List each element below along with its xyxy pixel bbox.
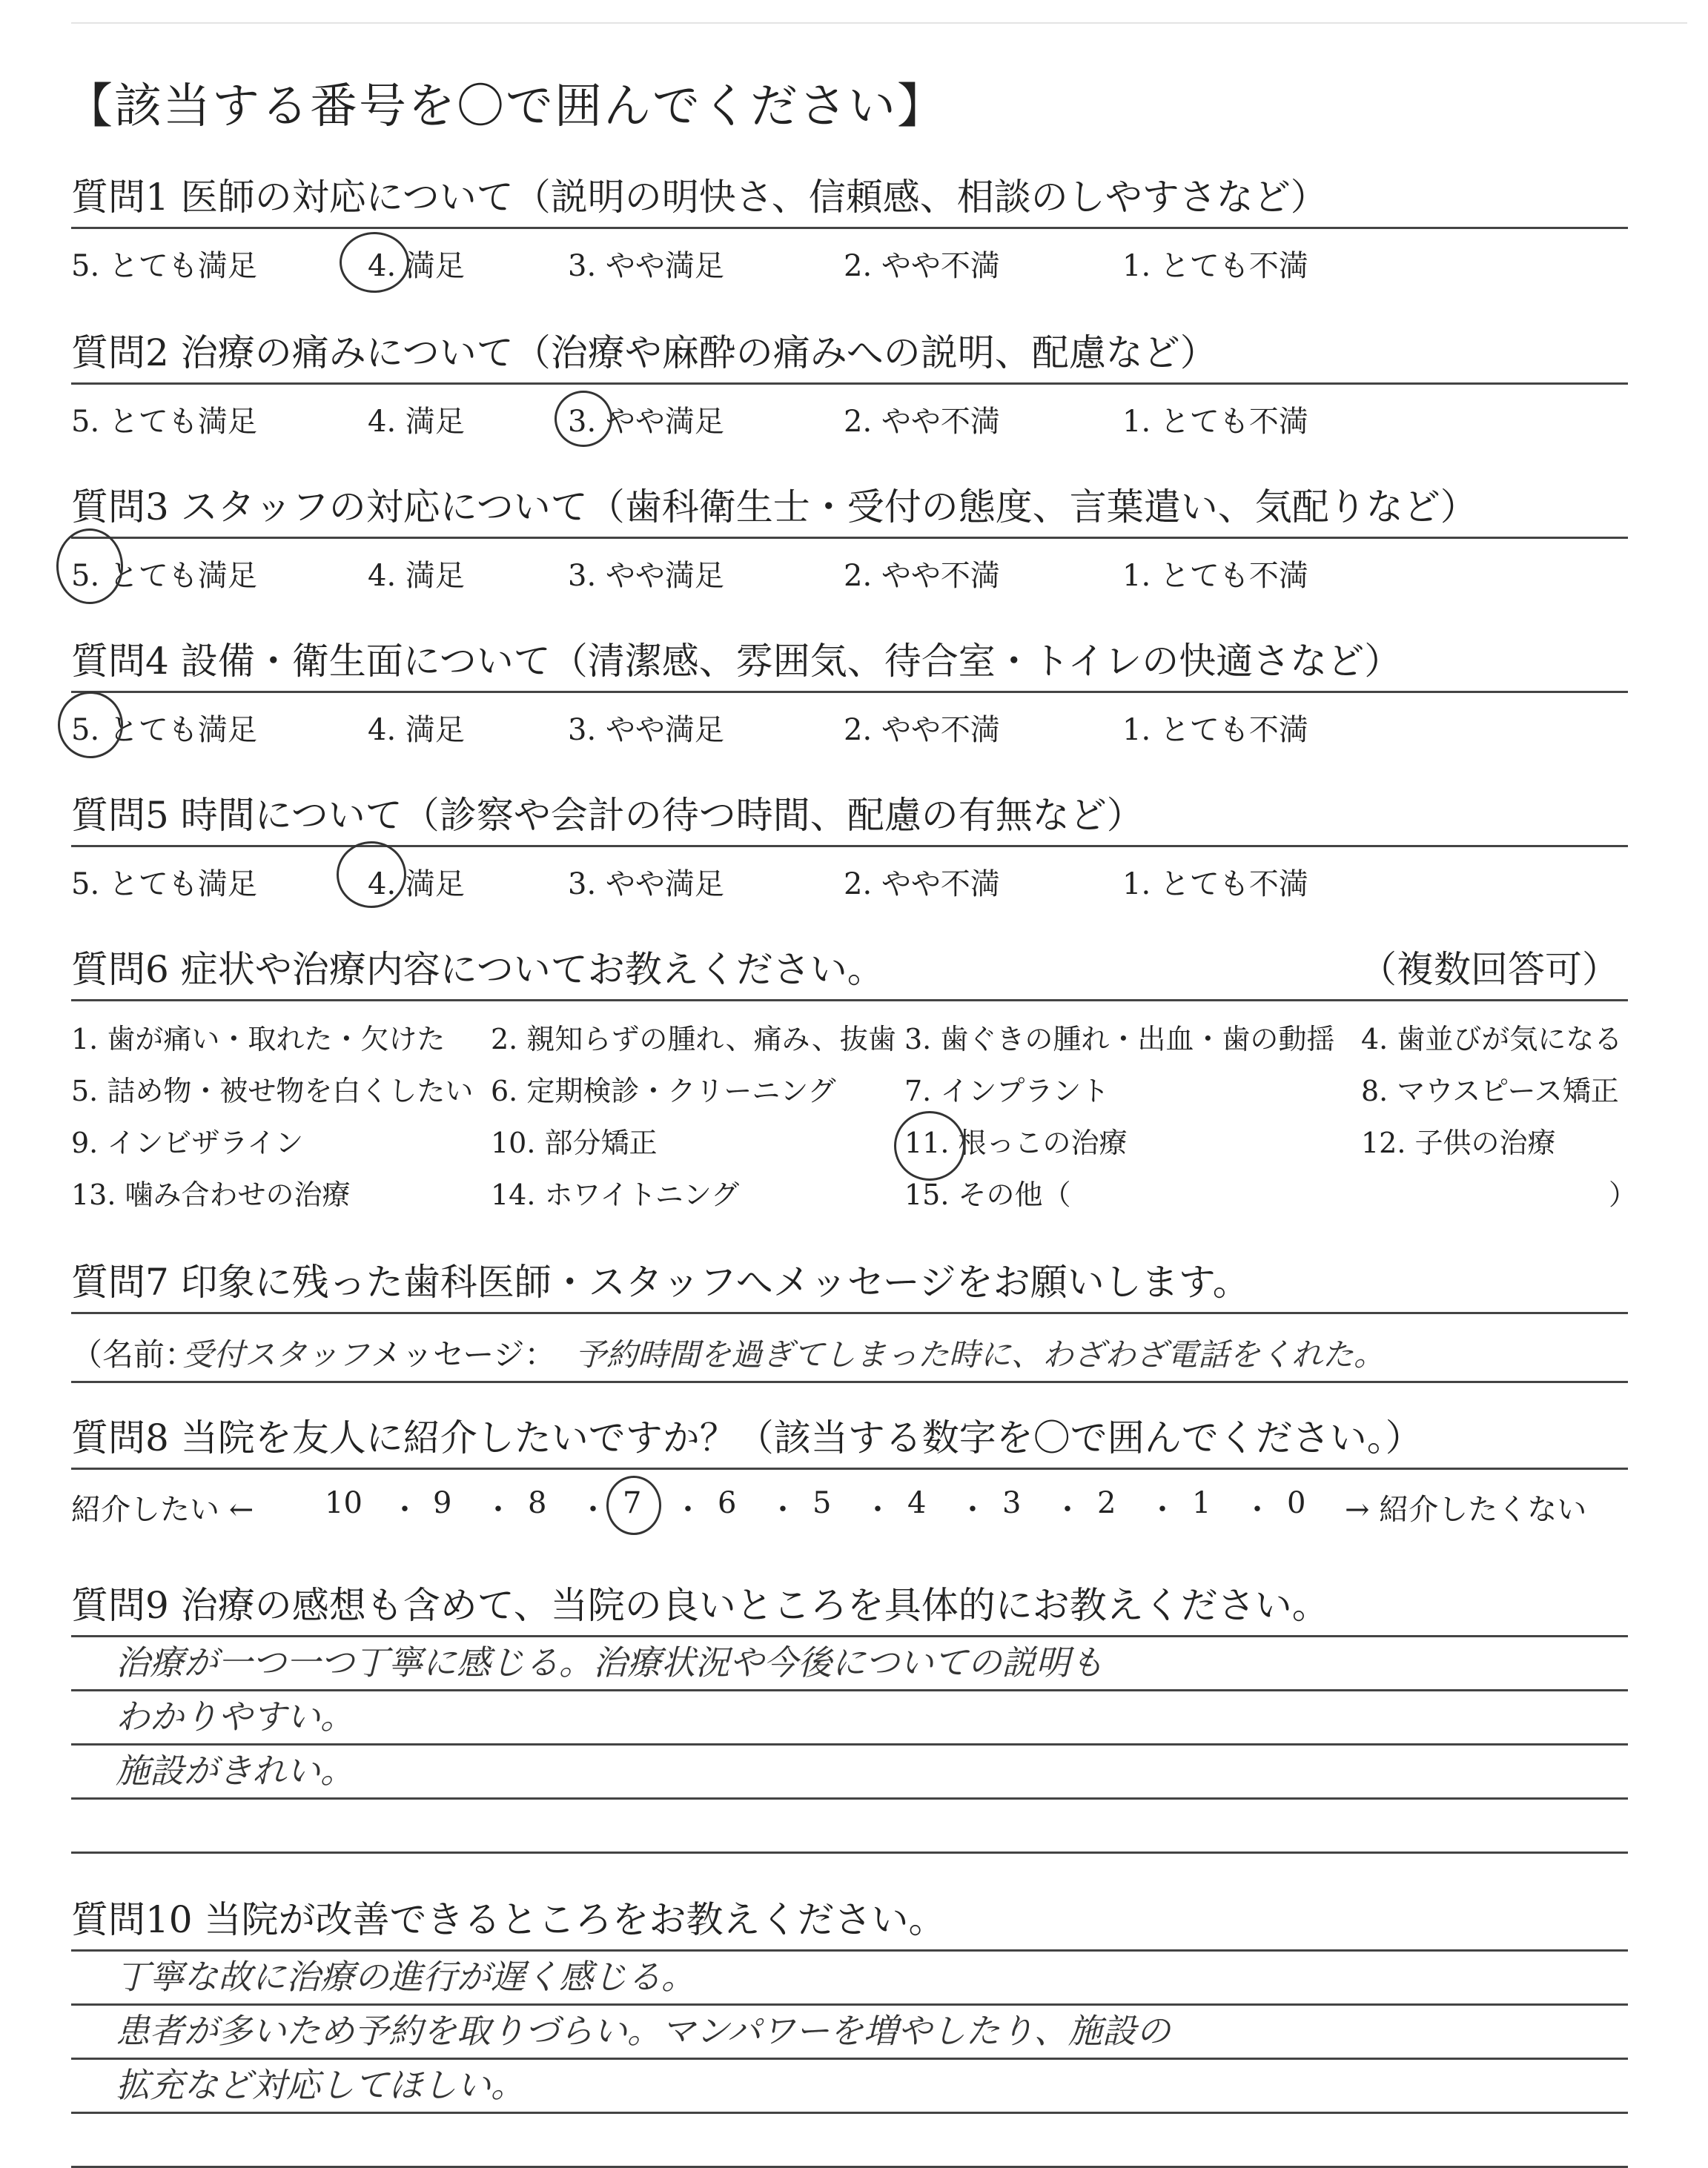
q6-item-2[interactable]: 2. 親知らずの腫れ、痛み、抜歯 <box>491 1023 896 1055</box>
q8-dot: ・ <box>578 1493 608 1527</box>
question-6-note: （複数回答可） <box>1360 948 1619 991</box>
q6-item-4[interactable]: 4. 歯並びが気になる <box>1361 1023 1623 1055</box>
q8-dot: ・ <box>390 1493 420 1527</box>
question-5-title: 質問5 時間について（診察や会計の待つ時間、配慮の有無など） <box>71 794 1144 837</box>
q6-item-3[interactable]: 3. 歯ぐきの腫れ・出血・歯の動揺 <box>904 1023 1335 1055</box>
q8-score-4[interactable]: 4 <box>907 1486 927 1520</box>
q4-option-3[interactable]: 3. やや満足 <box>568 713 724 747</box>
q7-message-label: メッセージ： <box>371 1336 556 1373</box>
q8-dot: ・ <box>1053 1493 1082 1527</box>
q8-dot: ・ <box>483 1493 513 1527</box>
q4-option-1[interactable]: 1. とても不満 <box>1122 713 1308 747</box>
q1-option-2[interactable]: 2. やや不満 <box>844 249 1000 283</box>
q8-score-6[interactable]: 6 <box>718 1486 737 1520</box>
q6-item-11[interactable]: 11. 根っこの治療 <box>904 1127 1128 1159</box>
q8-dot: ・ <box>958 1493 987 1527</box>
question-1 <box>71 165 1628 296</box>
question-4-title: 質問4 設備・衛生面について（清潔感、雰囲気、待合室・トイレの快適さなど） <box>71 640 1402 683</box>
q3-option-1[interactable]: 1. とても不満 <box>1122 559 1308 593</box>
q6-item-9[interactable]: 9. インビザライン <box>71 1127 304 1159</box>
q8-score-9[interactable]: 9 <box>433 1486 452 1520</box>
q5-option-4[interactable]: 4. 満足 <box>368 867 465 901</box>
q2-option-3[interactable]: 3. やや満足 <box>568 405 724 439</box>
q8-dot: ・ <box>863 1493 893 1527</box>
q10-answer-line-3[interactable]: 拡充など対応してほしい。 <box>116 2065 525 2105</box>
q8-dot: ・ <box>673 1493 703 1527</box>
q10-answer-line-1[interactable]: 丁寧な故に治療の進行が遅く感じる。 <box>116 1957 695 1997</box>
q10-answer-line-2[interactable]: 患者が多いため予約を取りづらい。マンパワーを増やしたり、施設の <box>116 2011 1171 2051</box>
q6-item-5[interactable]: 5. 詰め物・被せ物を白くしたい <box>71 1075 474 1107</box>
q3-option-2[interactable]: 2. やや不満 <box>844 559 1000 593</box>
q4-option-2[interactable]: 2. やや不満 <box>844 713 1000 747</box>
q2-option-4[interactable]: 4. 満足 <box>368 405 465 439</box>
q1-option-5[interactable]: 5. とても満足 <box>71 249 257 283</box>
q2-option-5[interactable]: 5. とても満足 <box>71 405 257 439</box>
q5-option-2[interactable]: 2. やや不満 <box>844 867 1000 901</box>
q8-score-3[interactable]: 3 <box>1002 1486 1022 1520</box>
q1-option-1[interactable]: 1. とても不満 <box>1122 249 1308 283</box>
q8-score-10[interactable]: 10 <box>325 1486 363 1520</box>
q3-option-3[interactable]: 3. やや満足 <box>568 559 724 593</box>
q6-item-8[interactable]: 8. マウスピース矯正 <box>1361 1075 1619 1107</box>
question-9-title: 質問9 治療の感想も含めて、当院の良いところを具体的にお教えください。 <box>71 1584 1329 1627</box>
question-4 <box>71 629 1628 760</box>
q1-option-3[interactable]: 3. やや満足 <box>568 249 724 283</box>
q8-score-5[interactable]: 5 <box>812 1486 832 1520</box>
question-1-title: 質問1 医師の対応について（説明の明快さ、信頼感、相談のしやすさなど） <box>71 176 1328 219</box>
q9-answer-line-2[interactable]: わかりやすい。 <box>116 1697 354 1737</box>
q6-item-10[interactable]: 10. 部分矯正 <box>491 1127 658 1159</box>
q9-answer-line-3[interactable]: 施設がきれい。 <box>116 1751 354 1791</box>
question-5 <box>71 783 1628 914</box>
q6-item-1[interactable]: 1. 歯が痛い・取れた・欠けた <box>71 1023 446 1055</box>
q7-name-label: （名前： <box>71 1336 196 1373</box>
q7-message-value[interactable]: 予約時間を過ぎてしまった時に、わざわざ電話をくれた。 <box>575 1336 1386 1373</box>
question-6-title: 質問6 症状や治療内容についてお教えください。 <box>71 948 884 991</box>
q5-option-3[interactable]: 3. やや満足 <box>568 867 724 901</box>
question-3 <box>71 474 1628 606</box>
q8-score-1[interactable]: 1 <box>1192 1486 1211 1520</box>
question-7 <box>71 1250 1628 1383</box>
q6-item-15[interactable]: 15. その他（ <box>904 1179 1071 1211</box>
q2-option-2[interactable]: 2. やや不満 <box>844 405 1000 439</box>
q5-option-5[interactable]: 5. とても満足 <box>71 867 257 901</box>
q8-dot: ・ <box>768 1493 798 1527</box>
q6-item-15-close: ） <box>1609 1179 1638 1211</box>
question-2 <box>71 320 1628 451</box>
top-rule <box>71 22 1687 24</box>
q6-item-13[interactable]: 13. 噛み合わせの治療 <box>71 1179 351 1211</box>
q6-item-6[interactable]: 6. 定期検診・クリーニング <box>491 1075 836 1107</box>
q9-answer-line-1[interactable]: 治療が一つ一つ丁寧に感じる。治療状況や今後についての説明も <box>116 1642 1105 1683</box>
question-2-title: 質問2 治療の痛みについて（治療や麻酔の痛みへの説明、配慮など） <box>71 331 1217 374</box>
question-6 <box>71 937 1638 1224</box>
q8-score-8[interactable]: 8 <box>528 1486 547 1520</box>
q6-item-14[interactable]: 14. ホワイトニング <box>491 1179 740 1211</box>
question-7-title: 質問7 印象に残った歯科医師・スタッフへメッセージをお願いします。 <box>71 1261 1250 1304</box>
question-9 <box>71 1573 1628 1854</box>
question-8-title: 質問8 当院を友人に紹介したいですか？（該当する数字を〇で囲んでください。） <box>71 1416 1423 1459</box>
q1-option-4[interactable]: 4. 満足 <box>368 249 465 283</box>
q6-item-12[interactable]: 12. 子供の治療 <box>1361 1127 1556 1159</box>
q8-left-label: 紹介したい ← <box>71 1493 254 1527</box>
q3-option-4[interactable]: 4. 満足 <box>368 559 465 593</box>
q6-item-7[interactable]: 7. インプラント <box>904 1075 1110 1107</box>
q8-score-2[interactable]: 2 <box>1097 1486 1116 1520</box>
q8-score-7[interactable]: 7 <box>623 1486 642 1520</box>
q5-option-1[interactable]: 1. とても不満 <box>1122 867 1308 901</box>
q3-option-5[interactable]: 5. とても満足 <box>71 559 257 593</box>
question-10-title: 質問10 当院が改善できるところをお教えください。 <box>71 1898 946 1941</box>
q8-score-0[interactable]: 0 <box>1287 1486 1306 1520</box>
q4-option-4[interactable]: 4. 満足 <box>368 713 465 747</box>
page-title: 【該当する番号を〇で囲んでください】 <box>65 79 946 134</box>
q7-name-value[interactable]: 受付スタッフ <box>182 1336 370 1373</box>
q8-dot: ・ <box>1242 1493 1272 1527</box>
q4-option-5[interactable]: 5. とても満足 <box>71 713 257 747</box>
question-3-title: 質問3 スタッフの対応について（歯科衛生士・受付の態度、言葉遣い、気配りなど） <box>71 485 1477 528</box>
question-8 <box>71 1405 1628 1537</box>
q2-option-1[interactable]: 1. とても不満 <box>1122 405 1308 439</box>
question-10 <box>71 1887 1628 2168</box>
q8-dot: ・ <box>1148 1493 1177 1527</box>
q8-right-label: → 紹介したくない <box>1345 1493 1587 1527</box>
